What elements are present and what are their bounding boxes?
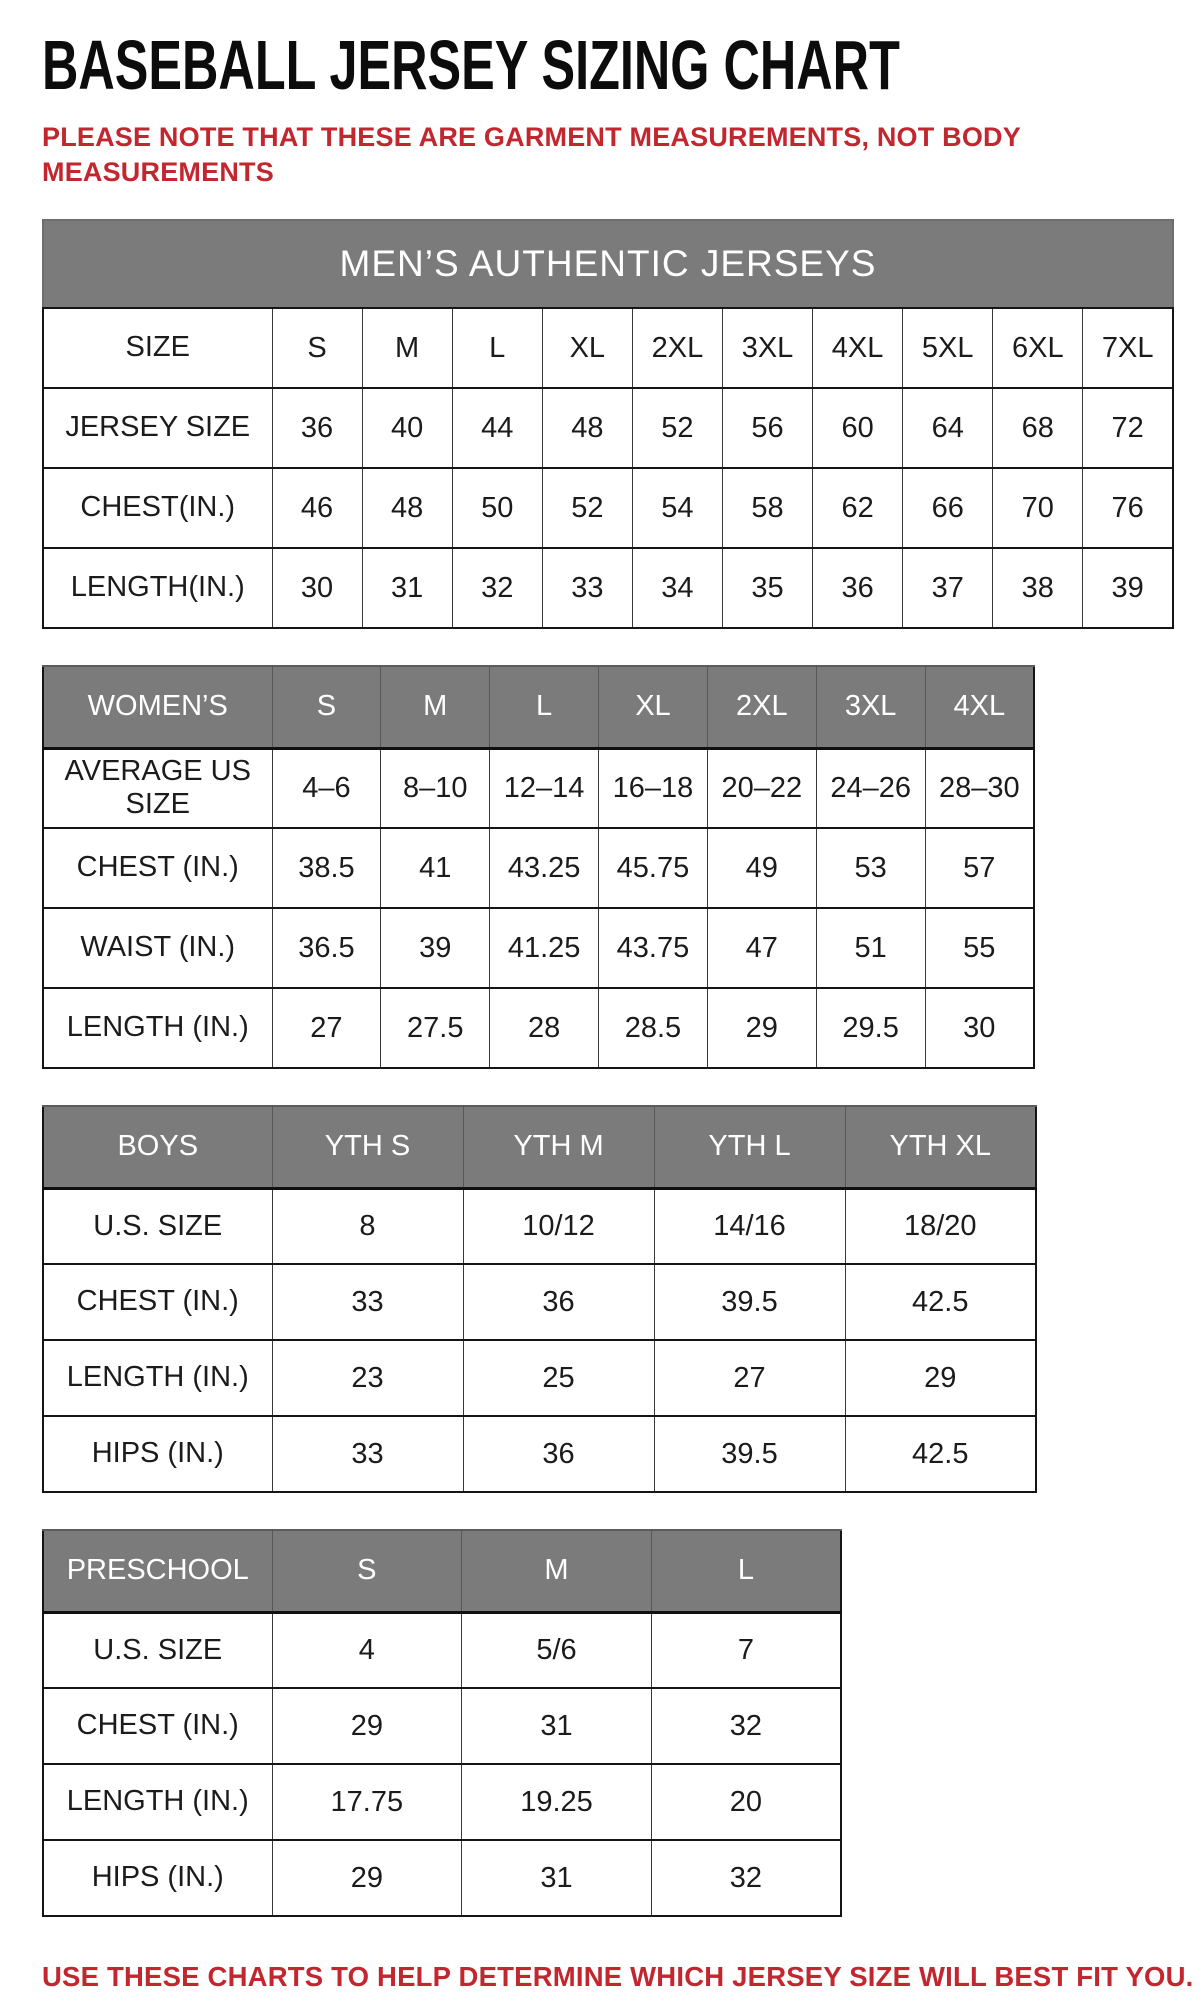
column-header: L [651,1530,841,1612]
table-cell: 51 [816,908,925,988]
table-cell: 10/12 [463,1188,654,1264]
table-cell: 19.25 [462,1764,652,1840]
table-cell: 36 [463,1416,654,1492]
table-row [43,468,1173,548]
column-header: SIZE [43,308,272,388]
column-header: 4XL [925,666,1034,748]
table-cell: 76 [1083,468,1173,548]
table-cell: 54 [632,468,722,548]
table-cell: 55 [925,908,1034,988]
table-cell: 37 [903,548,993,628]
table-row [43,1416,1036,1492]
table-cell: 36.5 [272,908,381,988]
table-cell: 32 [452,548,542,628]
table-cell: 29 [272,1840,462,1916]
row-label: HIPS (IN.) [43,1840,272,1916]
column-header: 7XL [1083,308,1173,388]
preschool-sizing-table [42,1529,842,1917]
row-label: LENGTH (IN.) [43,988,272,1068]
table-cell: 49 [707,828,816,908]
row-label: CHEST (IN.) [43,1264,272,1340]
page-title-text: BASEBALL JERSEY SIZING CHART [42,27,900,105]
table-cell: 36 [272,388,362,468]
column-header: 4XL [813,308,903,388]
table-cell: 29 [272,1688,462,1764]
table-cell: 36 [463,1264,654,1340]
table-cell: 50 [452,468,542,548]
table-cell: 64 [903,388,993,468]
table-cell: 27 [272,988,381,1068]
table-cell: 27 [654,1340,845,1416]
table-cell: 18/20 [845,1188,1036,1264]
table-cell: 70 [993,468,1083,548]
column-header: 5XL [903,308,993,388]
table-cell: 12–14 [490,748,599,828]
table-cell: 28.5 [599,988,708,1068]
column-header: XL [599,666,708,748]
mens-authentic-jerseys-table [42,219,1174,629]
table-cell: 36 [813,548,903,628]
table-cell: 42.5 [845,1264,1036,1340]
table-cell: 39 [381,908,490,988]
table-row [43,1688,841,1764]
table-cell: 48 [542,388,632,468]
table-cell: 23 [272,1340,463,1416]
table-cell: 30 [925,988,1034,1068]
column-header: YTH S [272,1106,463,1188]
column-header: WOMEN’S [43,666,272,748]
table-cell: 29 [845,1340,1036,1416]
table-row [43,828,1034,908]
table-cell: 8 [272,1188,463,1264]
table-cell: 17.75 [272,1764,462,1840]
footer-note: USE THESE CHARTS TO HELP DETERMINE WHICH JERSEY SIZE WILL BEST FIT YOU. [42,1961,1194,1993]
column-header: PRESCHOOL [43,1530,272,1612]
table-cell: 20 [651,1764,841,1840]
table-cell: 52 [542,468,632,548]
table-cell: 60 [813,388,903,468]
row-label: WAIST (IN.) [43,908,272,988]
table-cell: 28–30 [925,748,1034,828]
table-cell: 47 [707,908,816,988]
table-cell: 29.5 [816,988,925,1068]
table-cell: 16–18 [599,748,708,828]
womens-header-row [43,666,1034,748]
table-cell: 40 [362,388,452,468]
table-cell: 62 [813,468,903,548]
table-cell: 38 [993,548,1083,628]
column-header: S [272,1530,462,1612]
row-label: CHEST (IN.) [43,828,272,908]
column-header: YTH XL [845,1106,1036,1188]
table-cell: 42.5 [845,1416,1036,1492]
table-cell: 25 [463,1340,654,1416]
row-label: U.S. SIZE [43,1612,272,1688]
column-header: 2XL [632,308,722,388]
column-header: S [272,308,362,388]
table-row [43,1612,841,1688]
row-label: HIPS (IN.) [43,1416,272,1492]
row-label: AVERAGE US SIZE [43,748,272,828]
table-cell: 20–22 [707,748,816,828]
table-cell: 31 [362,548,452,628]
row-label: LENGTH (IN.) [43,1340,272,1416]
table-row [43,1340,1036,1416]
table-cell: 29 [707,988,816,1068]
table-cell: 45.75 [599,828,708,908]
row-label: LENGTH(IN.) [43,548,272,628]
table-cell: 28 [490,988,599,1068]
column-header: 2XL [707,666,816,748]
column-header: L [452,308,542,388]
column-header: 3XL [722,308,812,388]
table-cell: 4–6 [272,748,381,828]
table-cell: 53 [816,828,925,908]
table-cell: 39 [1083,548,1173,628]
table-cell: 7 [651,1612,841,1688]
table-row [43,1264,1036,1340]
table-row [43,908,1034,988]
table-cell: 5/6 [462,1612,652,1688]
table-cell: 39.5 [654,1264,845,1340]
table-row [43,748,1034,828]
table-cell: 43.75 [599,908,708,988]
table-cell: 30 [272,548,362,628]
row-label: U.S. SIZE [43,1188,272,1264]
table-cell: 44 [452,388,542,468]
table-cell: 41 [381,828,490,908]
table-cell: 56 [722,388,812,468]
table-row [43,548,1173,628]
table-cell: 72 [1083,388,1173,468]
table-cell: 43.25 [490,828,599,908]
table-cell: 33 [272,1264,463,1340]
table-cell: 41.25 [490,908,599,988]
table-cell: 8–10 [381,748,490,828]
table-cell: 46 [272,468,362,548]
row-label: CHEST(IN.) [43,468,272,548]
table-cell: 68 [993,388,1083,468]
table-cell: 33 [272,1416,463,1492]
column-header: 3XL [816,666,925,748]
column-header: XL [542,308,632,388]
table-cell: 14/16 [654,1188,845,1264]
table-cell: 66 [903,468,993,548]
table-cell: 33 [542,548,632,628]
mens-table-banner: MEN’S AUTHENTIC JERSEYS [43,220,1173,308]
column-header: 6XL [993,308,1083,388]
table-cell: 31 [462,1688,652,1764]
table-row [43,988,1034,1068]
preschool-header-row [43,1530,841,1612]
table-row [43,1188,1036,1264]
table-cell: 32 [651,1688,841,1764]
table-cell: 52 [632,388,722,468]
page-title [42,27,1160,106]
column-header: YTH M [463,1106,654,1188]
table-cell: 39.5 [654,1416,845,1492]
boys-header-row [43,1106,1036,1188]
row-label: CHEST (IN.) [43,1688,272,1764]
table-cell: 31 [462,1840,652,1916]
table-cell: 35 [722,548,812,628]
table-cell: 48 [362,468,452,548]
mens-header-row [43,308,1173,388]
boys-sizing-table [42,1105,1037,1493]
table-row [43,1764,841,1840]
table-cell: 38.5 [272,828,381,908]
column-header: S [272,666,381,748]
table-row [43,1840,841,1916]
column-header: L [490,666,599,748]
table-cell: 34 [632,548,722,628]
womens-sizing-table [42,665,1035,1069]
table-cell: 58 [722,468,812,548]
column-header: M [462,1530,652,1612]
table-cell: 57 [925,828,1034,908]
column-header: M [362,308,452,388]
column-header: YTH L [654,1106,845,1188]
table-cell: 27.5 [381,988,490,1068]
garment-measurement-note: PLEASE NOTE THAT THESE ARE GARMENT MEASUREMENTS, NOT BODY MEASUREMENTS [42,122,1021,187]
row-label: JERSEY SIZE [43,388,272,468]
table-row [43,388,1173,468]
row-label: LENGTH (IN.) [43,1764,272,1840]
table-cell: 4 [272,1612,462,1688]
column-header: M [381,666,490,748]
table-cell: 24–26 [816,748,925,828]
table-cell: 32 [651,1840,841,1916]
column-header: BOYS [43,1106,272,1188]
